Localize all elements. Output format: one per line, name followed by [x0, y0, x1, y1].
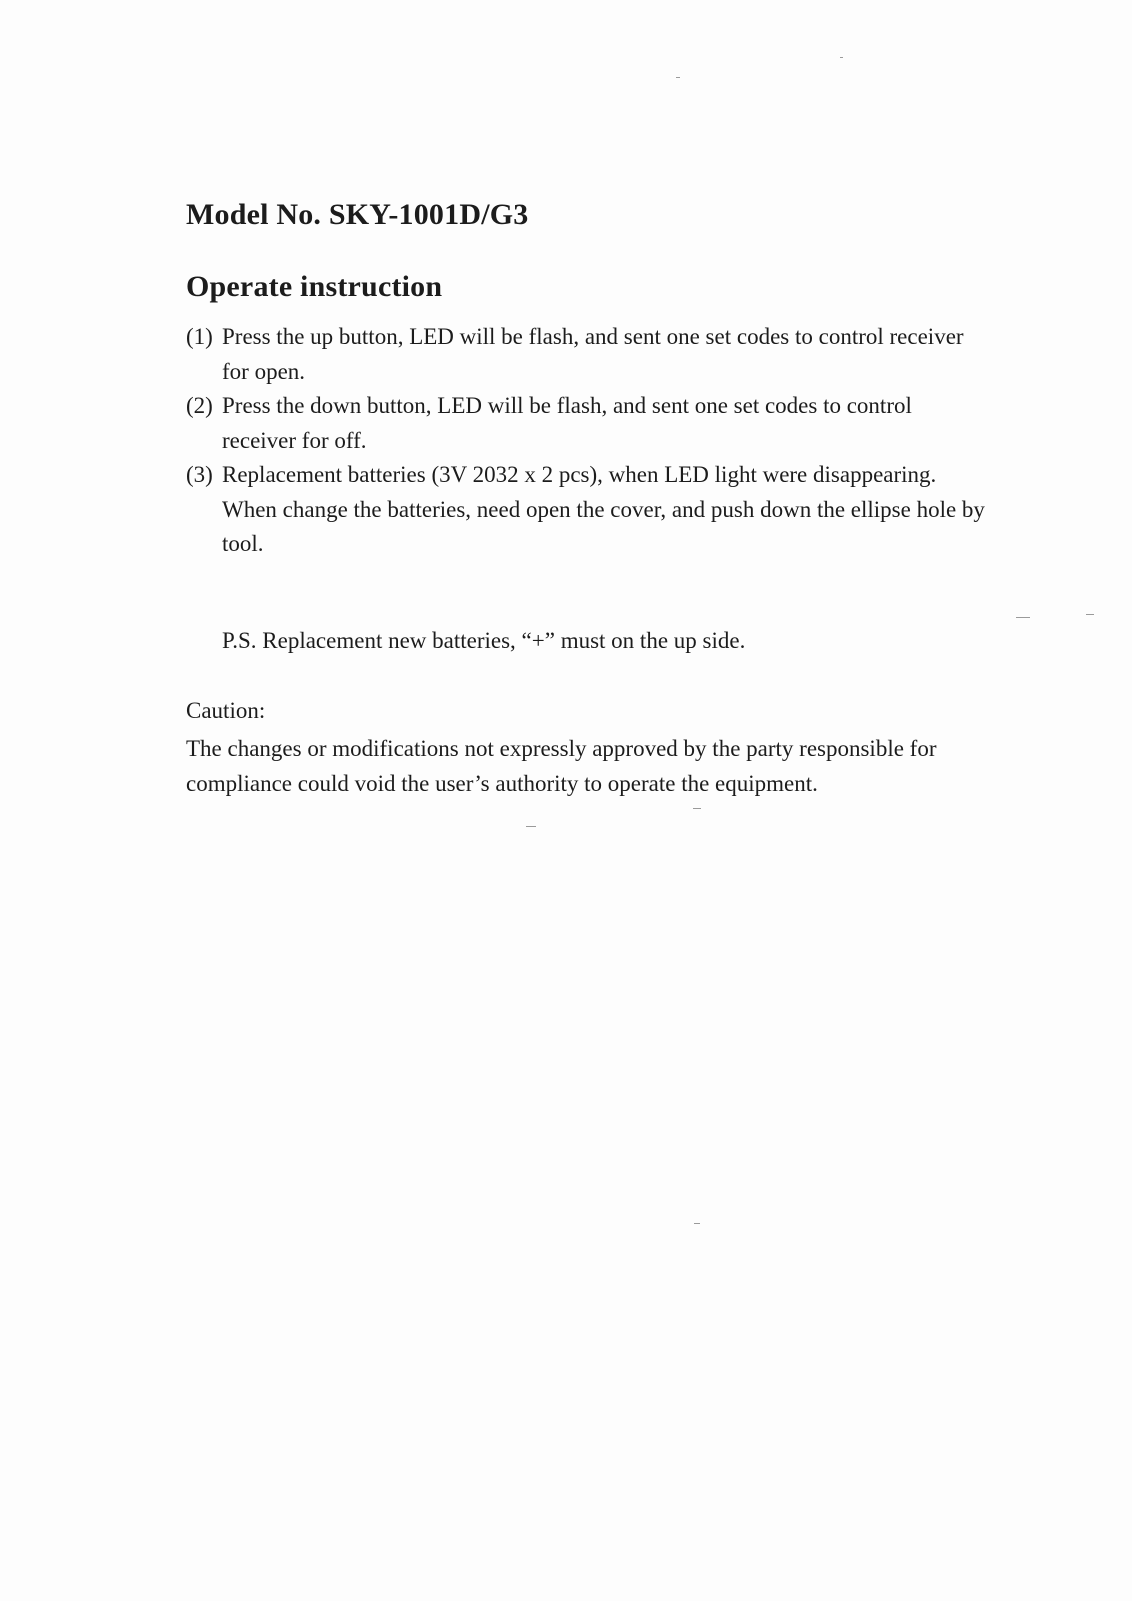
scan-speck [693, 808, 701, 809]
model-number-title: Model No. SKY-1001D/G3 [186, 198, 529, 231]
scan-speck [1016, 617, 1030, 618]
scan-speck [694, 1223, 700, 1224]
scan-speck [1086, 614, 1094, 615]
ps-note: P.S. Replacement new batteries, “+” must on the up side. [222, 628, 746, 653]
instruction-number: (1) [186, 324, 213, 349]
caution-label: Caution: [186, 698, 266, 723]
instruction-number: (3) [186, 462, 213, 487]
instruction-text: Press the down button, LED will be flash, and sent one set codes to control receiver for off. [222, 393, 912, 453]
scan-speck [526, 826, 536, 827]
caution-text: The changes or modifications not expressly approved by the party responsible for compliance could void the user’s authority to operate the equipment. [186, 736, 937, 796]
instruction-text: Press the up button, LED will be flash, and sent one set codes to control receiver for open. [222, 324, 964, 384]
scan-speck [840, 57, 843, 58]
instruction-item [186, 320, 986, 389]
battery-change-note: When change the batteries, need open the cover, and push down the ellipse hole by tool. [222, 496, 985, 556]
instruction-item [186, 458, 986, 562]
scan-speck [676, 77, 680, 78]
instruction-item [186, 389, 986, 458]
instruction-list [186, 320, 986, 562]
instruction-text: Replacement batteries (3V 2032 x 2 pcs), when LED light were disappearing. [222, 462, 937, 487]
operate-instruction-heading: Operate instruction [186, 270, 443, 303]
instruction-number: (2) [186, 393, 213, 418]
